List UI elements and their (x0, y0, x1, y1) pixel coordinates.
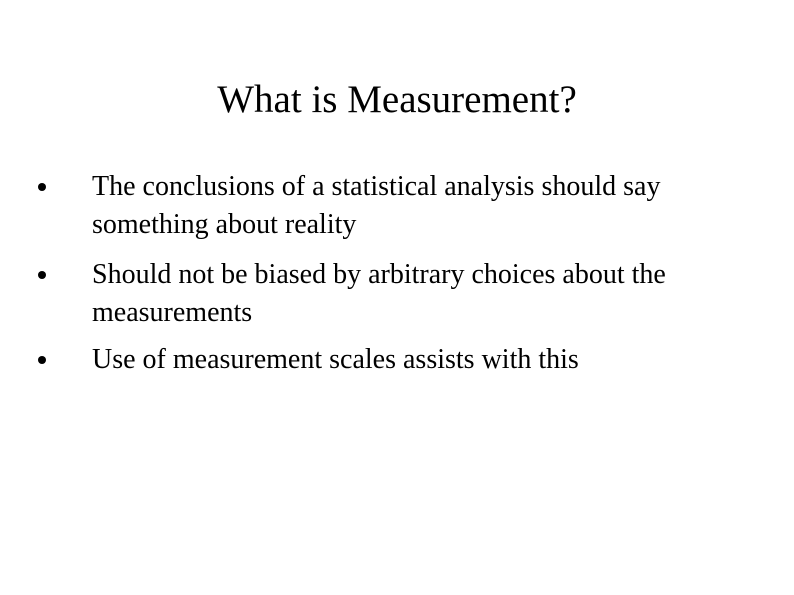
slide-title: What is Measurement? (217, 78, 577, 121)
bullet-text: The conclusions of a statistical analysis should say something about reality (92, 171, 661, 240)
bullet-text: Use of measurement scales assists with this (92, 344, 579, 375)
bullet-dot-icon (38, 271, 46, 279)
bullet-dot-icon (38, 356, 46, 364)
bullet-text: Should not be biased by arbitrary choices about the measurements (92, 259, 666, 328)
bullet-dot-icon (38, 183, 46, 191)
